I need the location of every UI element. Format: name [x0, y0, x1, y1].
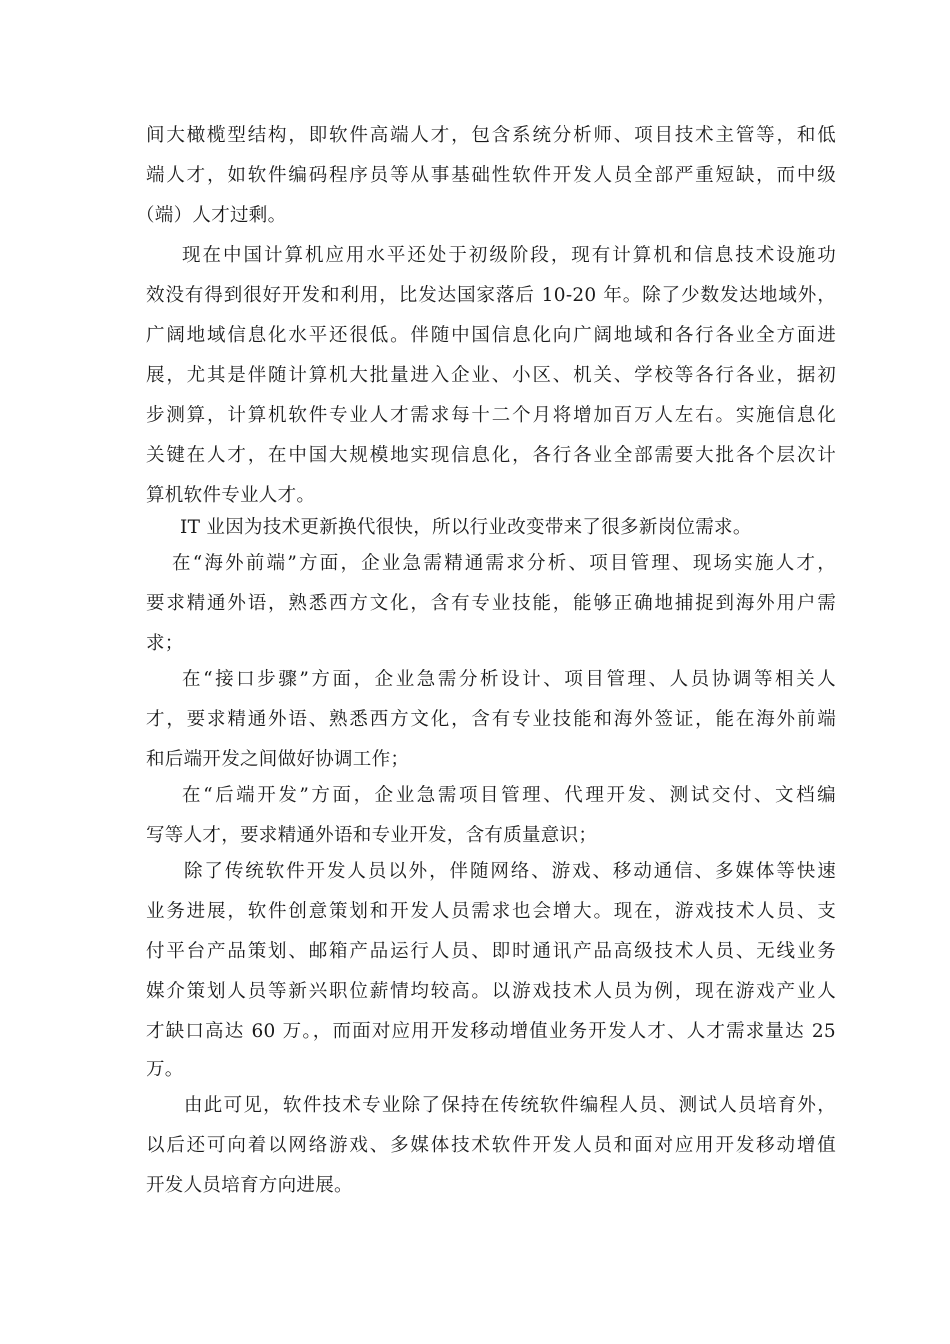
- paragraph-first-line: 除了传统软件开发人员以外，伴随网络、游戏、移动通信、多媒体等快速: [184, 861, 836, 882]
- text-line: 业务进展，软件创意策划和开发人员需求也会增大。现在，游戏技术人员、支: [146, 901, 836, 922]
- text-line: 写等人才，要求精通外语和专业开发，含有质量意识；: [146, 825, 598, 846]
- text-line: 才缺口高达 60 万。，而面对应用开发移动增值业务开发人才、人才需求量达 25: [146, 1021, 836, 1042]
- text-line: 以后还可向着以网络游戏、多媒体技术软件开发人员和面对应用开发移动增值: [146, 1135, 836, 1156]
- text-line: 付平台产品策划、邮箱产品运行人员、即时通讯产品高级技术人员、无线业务: [146, 941, 836, 962]
- paragraph-first-line: 现在中国计算机应用水平还处于初级阶段，现有计算机和信息技术设施功: [182, 245, 836, 266]
- text-line: 关键在人才，在中国大规模地实现信息化，各行各业全部需要大批各个层次计: [146, 445, 836, 466]
- text-line: 展，尤其是伴随计算机大批量进入企业、小区、机关、学校等各行各业，据初: [146, 365, 836, 386]
- text-line: 才，要求精通外语、熟悉西方文化，含有专业技能和海外签证，能在海外前端: [146, 709, 836, 730]
- text-line: 算机软件专业人才。: [146, 485, 316, 506]
- text-line: 求；: [146, 633, 184, 654]
- paragraph-first-line: 在“后端开发”方面，企业急需项目管理、代理开发、测试交付、文档编: [182, 785, 836, 806]
- text-line: 开发人员培育方向进展。: [146, 1175, 353, 1196]
- text-line: 步测算，计算机软件专业人才需求每十二个月将增加百万人左右。实施信息化: [146, 405, 836, 426]
- text-line: 端人才，如软件编码程序员等从事基础性软件开发人员全部严重短缺，而中级: [146, 165, 836, 186]
- text-line: 效没有得到很好开发和利用，比发达国家落后 10-20 年。除了少数发达地域外，: [146, 285, 836, 306]
- paragraph-first-line: IT 业因为技术更新换代很快，所以行业改变带来了很多新岗位需求。: [180, 517, 752, 538]
- text-line: 媒介策划人员等新兴职位薪情均较高。以游戏技术人员为例，现在游戏产业人: [146, 981, 836, 1002]
- text-line: （端）人才过剩。: [136, 205, 287, 226]
- text-line: 和后端开发之间做好协调工作；: [146, 749, 410, 770]
- text-line: 间大橄榄型结构，即软件高端人才，包含系统分析师、项目技术主管等，和低: [146, 125, 836, 146]
- paragraph-first-line: 在“海外前端”方面，企业急需精通需求分析、项目管理、现场实施人才，: [172, 553, 836, 574]
- paragraph-first-line: 由此可见，软件技术专业除了保持在传统软件编程人员、测试人员培育外，: [184, 1095, 836, 1116]
- text-line: 要求精通外语，熟悉西方文化，含有专业技能，能够正确地捕捉到海外用户需: [146, 593, 836, 614]
- paragraph-first-line: 在“接口步骤”方面，企业急需分析设计、项目管理、人员协调等相关人: [182, 669, 836, 690]
- text-line: 广阔地域信息化水平还很低。伴随中国信息化向广阔地域和各行各业全方面进: [146, 325, 836, 346]
- text-line: 万。: [146, 1059, 184, 1080]
